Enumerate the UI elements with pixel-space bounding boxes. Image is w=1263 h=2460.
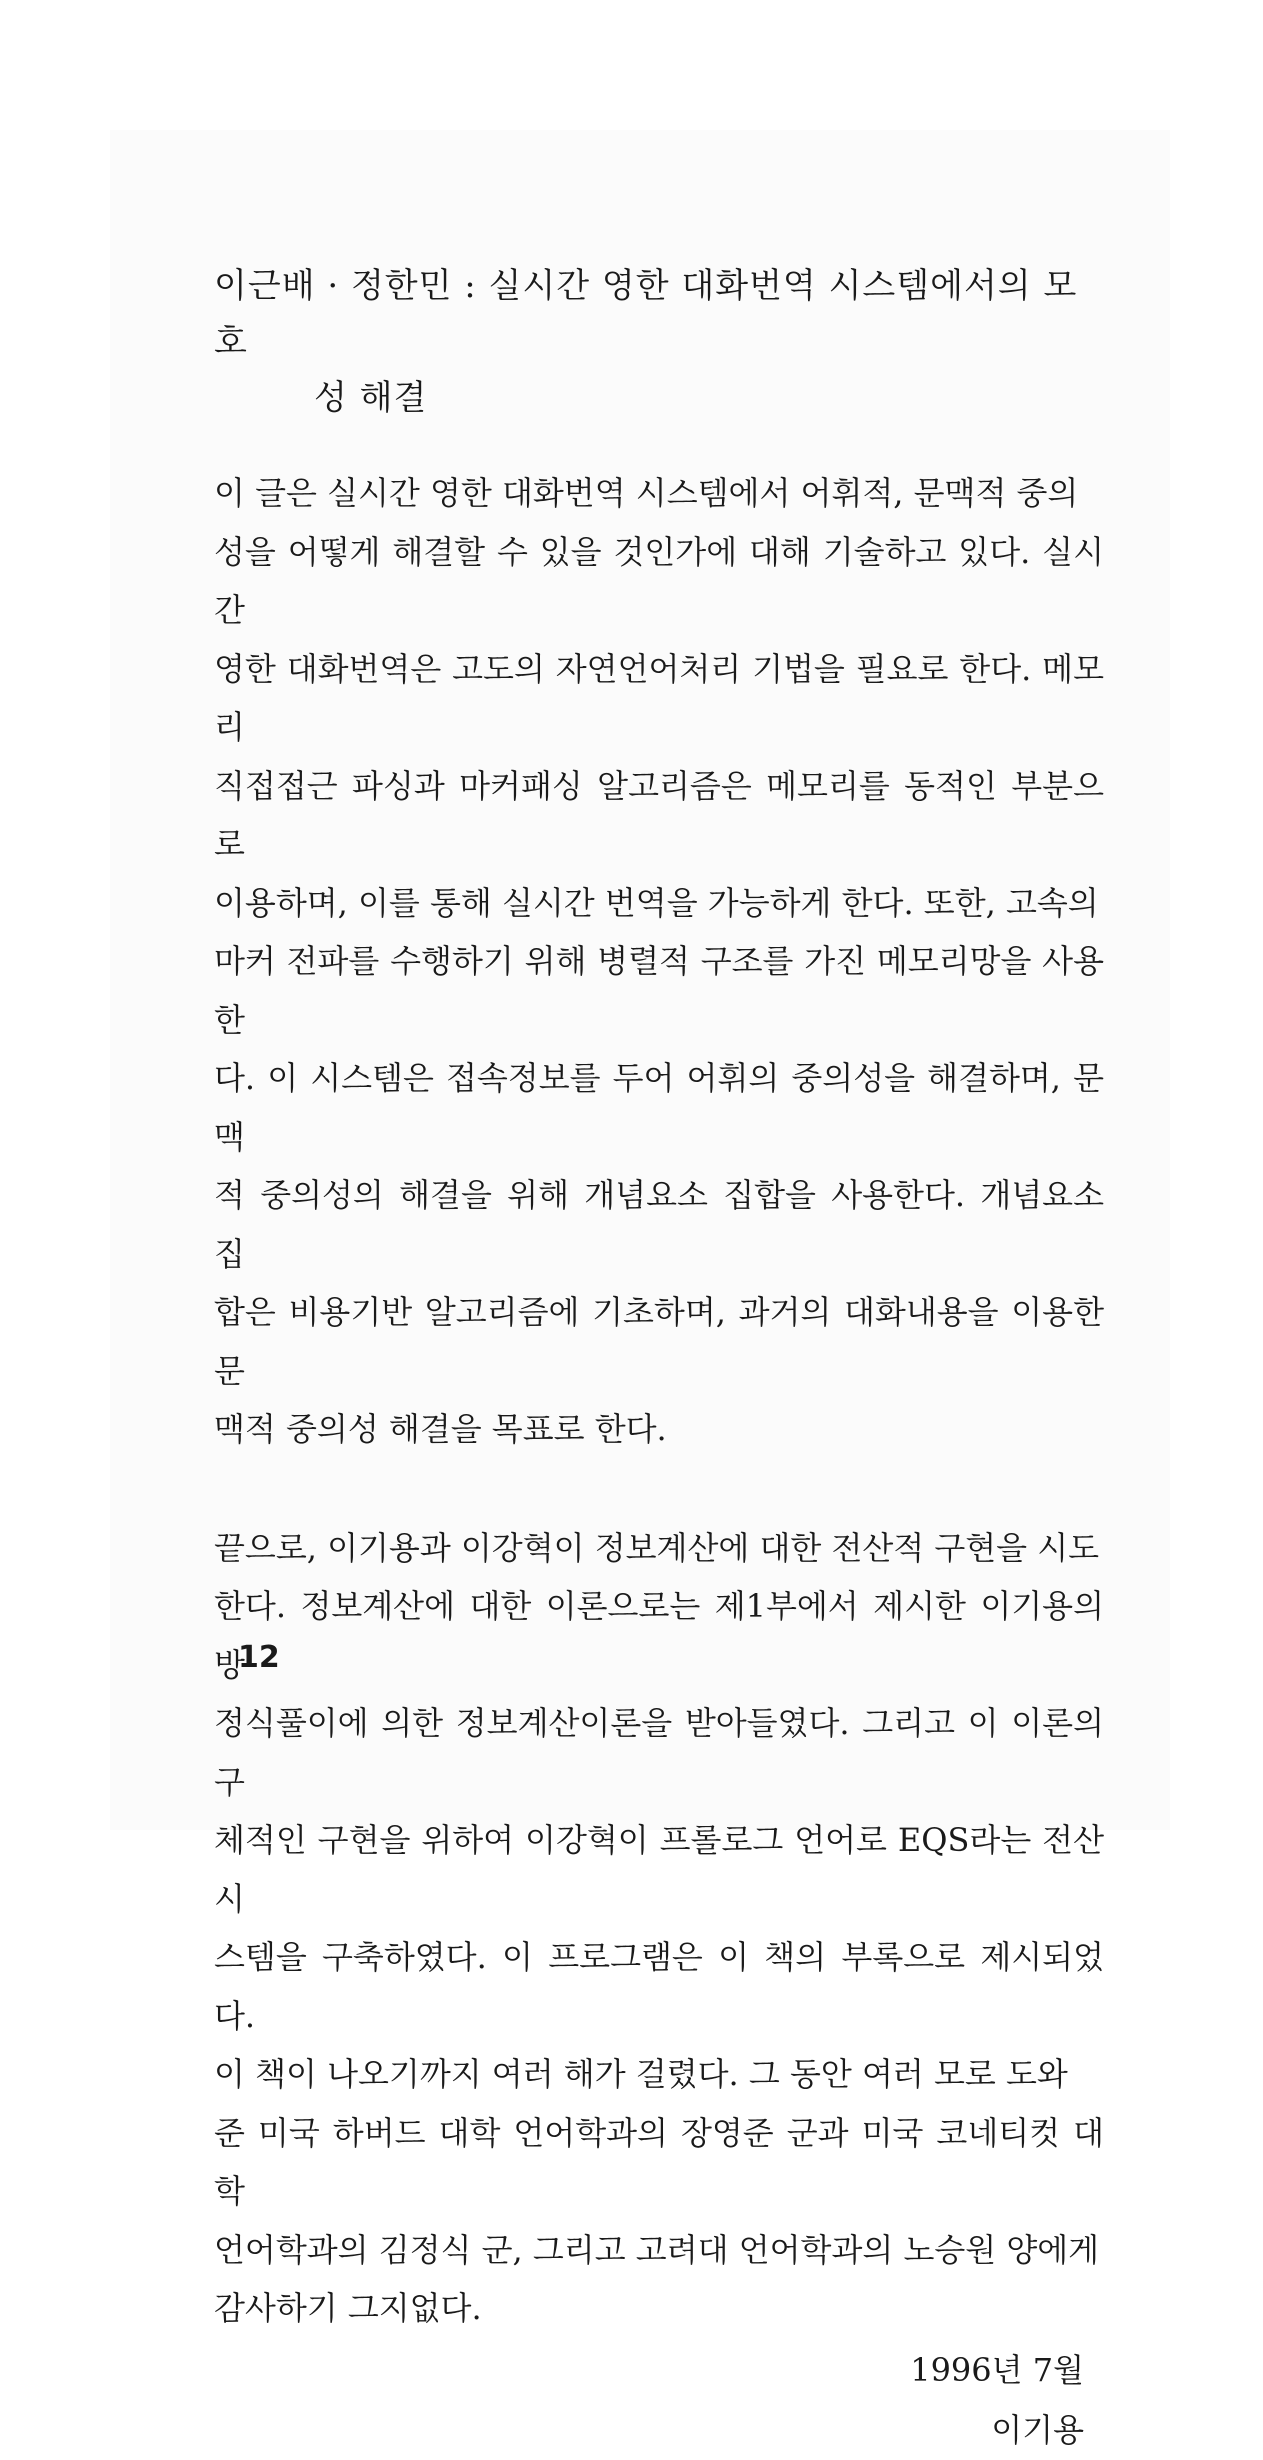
page-content xyxy=(214,258,1104,2460)
summary-paragraph: 이 글은 실시간 영한 대화번역 시스템에서 어휘적, 문맥적 중의 성을 어떻게 해결할 수 있을 것인가에 대해 기술하고 있다. 실시간 영한 대화번역은 고도의 자연언어처리 기법을 필요로 한다. 메모리 직접접근 파싱과 마커패싱 알고리즘은 메모리를 동적인 부분으로 이용하며, 이를 통해 실시간 번역을 가능하게 한다. 또한, 고속의 마커 전파를 수행하기 위해 병렬적 구조를 가진 메모리망을 사용한 다. 이 시스템은 접속정보를 두어 어휘의 중의성을 해결하며, 문맥 적 중의성의 해결을 위해 개념요소 집합을 사용한다. 개념요소 집 합은 비용기반 알고리즘에 기초하며, 과거의 대화내용을 이용한 문 맥적 중의성 해결을 목표로 한다. xyxy=(214,474,1104,1448)
section-heading xyxy=(214,258,1104,426)
closing-paragraph: 끝으로, 이기용과 이강혁이 정보계산에 대한 전산적 구현을 시도 한다. 정보계산에 대한 이론으로는 제1부에서 제시한 이기용의 방 정식풀이에 의한 정보계산이론을 받아들였다. 그리고 이 이론의 구 체적인 구현을 위하여 이강혁이 프롤로그 언어로 EQS라는 전산 시 스템을 구축하였다. 이 프로그램은 이 책의 부록으로 제시되었다. 이 책이 나오기까지 여러 해가 걸렸다. 그 동안 여러 모로 도와 준 미국 하버드 대학 언어학과의 장영준 군과 미국 코네티컷 대학 언어학과의 김정식 군, 그리고 고려대 언어학과의 노승원 양에게 감사하기 그지없다. xyxy=(214,1528,1104,2327)
section-heading-line-2: 성 해결 xyxy=(314,378,428,418)
page-number: 12 xyxy=(238,1640,280,1675)
signature-block xyxy=(214,2340,1104,2460)
signature-author: 이기용 xyxy=(991,2410,1084,2449)
signature-date: 1996년 7월 xyxy=(910,2350,1084,2389)
section-heading-line-1: 이근배 · 정한민 : 실시간 영한 대화번역 시스템에서의 모호 xyxy=(214,266,1078,362)
